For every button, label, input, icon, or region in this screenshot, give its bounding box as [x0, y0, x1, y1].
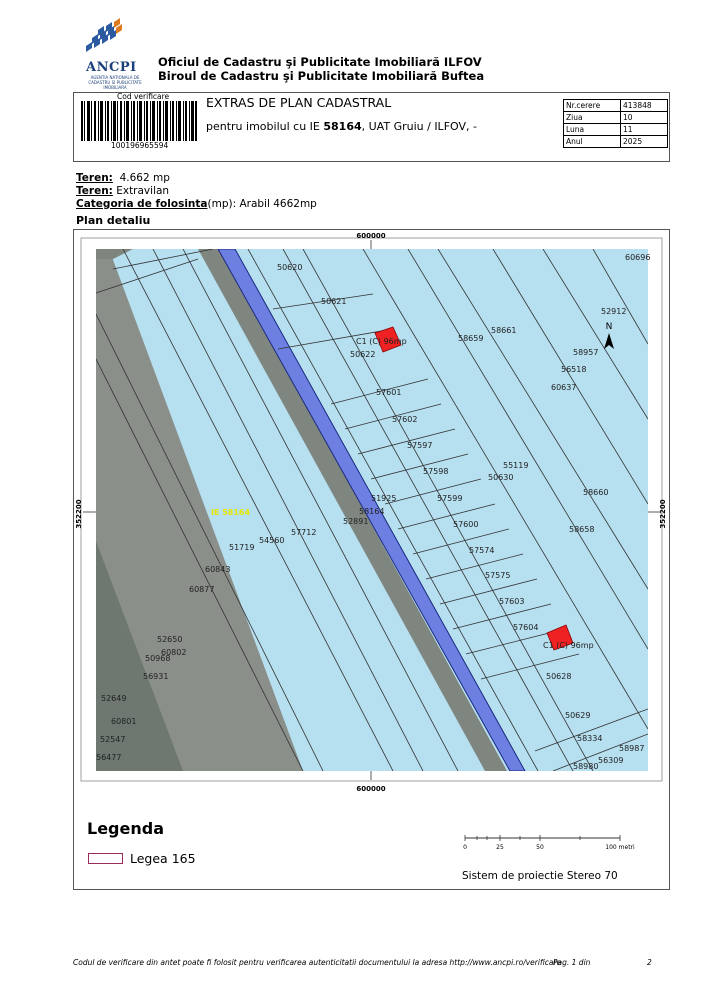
- parcel-label: 54560: [259, 536, 285, 545]
- page-total: 2: [647, 958, 652, 967]
- verification-code-label: Cod verificare: [117, 92, 170, 101]
- teren-category: [76, 198, 317, 210]
- parcel-label: 58661: [491, 326, 517, 335]
- parcel-label: 52547: [100, 735, 126, 744]
- table-row: [564, 136, 668, 148]
- parcel-label: 58334: [577, 734, 603, 743]
- parcel-label: C1 (C) 96mp: [356, 337, 407, 346]
- office-title: Oficiul de Cadastru şi Publicitate Imobiliară ILFOV: [158, 55, 482, 69]
- request-key: Nr.cerere: [564, 100, 621, 112]
- parcel-label: 58987: [619, 744, 645, 753]
- subtitle-prefix: pentru imobilul cu IE: [206, 120, 324, 133]
- cadastral-map: [73, 229, 670, 890]
- logo-name: ANCPI: [86, 60, 137, 75]
- scale-label: 25: [496, 844, 504, 851]
- parcel-label: 60802: [161, 648, 187, 657]
- coord-top: 600000: [356, 232, 386, 240]
- teren-type-label: Teren:: [76, 185, 113, 197]
- parcel-label: 60696: [625, 253, 651, 262]
- plan-title: Plan detaliu: [76, 214, 151, 227]
- parcel-label: 58660: [583, 488, 609, 497]
- parcel-label: 58164: [359, 507, 385, 516]
- barcode-number: 100196965594: [111, 141, 169, 150]
- logo-subtitle: AGENTIA NATIONALA DE CADASTRU SI PUBLICITATE IMOBILIARA: [88, 75, 142, 90]
- teren-category-label: Categoria de folosinta: [76, 198, 208, 210]
- request-value: 10: [621, 112, 668, 124]
- page-label: Pag. 1 din: [553, 958, 591, 967]
- table-row: [564, 124, 668, 136]
- request-value: 11: [621, 124, 668, 136]
- bureau-title: Biroul de Cadastru şi Publicitate Imobiliară Buftea: [158, 69, 485, 83]
- request-info-table: [563, 99, 668, 148]
- scale-bar: [460, 833, 635, 853]
- parcel-label: 60637: [551, 383, 577, 392]
- parcel-label: 56477: [96, 753, 122, 762]
- teren-area-value: 4.662 mp: [119, 172, 170, 184]
- parcel-label: 57604: [513, 623, 539, 632]
- north-label: N: [605, 322, 613, 332]
- parcel-label: 58957: [573, 348, 599, 357]
- parcel-label: 57575: [485, 571, 511, 580]
- parcel-label: 52912: [601, 307, 627, 316]
- scale-label: 50: [536, 844, 544, 851]
- parcel-label: 58659: [458, 334, 484, 343]
- parcel-label: 51719: [229, 543, 255, 552]
- parcel-label: 57597: [407, 441, 433, 450]
- parcel-label: 57601: [376, 388, 402, 397]
- teren-type-value: Extravilan: [116, 185, 170, 197]
- request-key: Anul: [564, 136, 621, 148]
- parcel-label: 50629: [565, 711, 591, 720]
- parcel-label: 51925: [371, 494, 397, 503]
- scale-label: 100 metri: [605, 844, 635, 851]
- parcel-label: C1 (C) 96mp: [543, 641, 594, 650]
- parcel-label: 55119: [503, 461, 529, 470]
- legend-item: Legea 165: [130, 851, 196, 866]
- parcel-label: 50968: [145, 654, 171, 663]
- subtitle-suffix: , UAT Gruiu / ILFOV, -: [361, 120, 477, 133]
- legend-title: Legenda: [87, 819, 164, 838]
- parcel-label: 57600: [453, 520, 479, 529]
- parcel-label: 57598: [423, 467, 449, 476]
- request-value: 2025: [621, 136, 668, 148]
- teren-category-value: (mp): Arabil 4662mp: [207, 198, 317, 210]
- parcel-label: 60877: [189, 585, 215, 594]
- parcel-label: 57712: [291, 528, 317, 537]
- request-key: Luna: [564, 124, 621, 136]
- parcel-label: 50620: [277, 263, 303, 272]
- highlight-label: IE 58164: [211, 508, 251, 517]
- coord-left: 352200: [75, 499, 83, 529]
- teren-area: [76, 172, 170, 184]
- parcel-label: 57603: [499, 597, 525, 606]
- coord-bottom: 600000: [356, 785, 386, 793]
- coord-right: 352200: [659, 499, 667, 529]
- parcel-label: 57574: [469, 546, 495, 555]
- ie-number: 58164: [323, 120, 362, 133]
- parcel-label: 52650: [157, 635, 183, 644]
- parcel-label: 60801: [111, 717, 137, 726]
- document-title: EXTRAS DE PLAN CADASTRAL: [206, 95, 392, 110]
- table-row: [564, 100, 668, 112]
- teren-type: [76, 185, 169, 197]
- projection-label: Sistem de proiectie Stereo 70: [462, 870, 618, 882]
- parcel-label: 58658: [569, 525, 595, 534]
- parcel-label: 60843: [205, 565, 231, 574]
- parcel-label: 56309: [598, 756, 624, 765]
- parcel-label: 52891: [343, 517, 369, 526]
- request-value: 413848: [621, 100, 668, 112]
- parcel-label: 50622: [350, 350, 376, 359]
- scale-label: 0: [463, 844, 467, 851]
- parcel-label: 52649: [101, 694, 127, 703]
- barcode-icon: [81, 101, 198, 141]
- parcel-label: 58980: [573, 762, 599, 771]
- parcel-label: 56518: [561, 365, 587, 374]
- document-subtitle: [206, 120, 477, 133]
- footer-note: Codul de verificare din antet poate fi folosit pentru verificarea autenticitatii documentului la adresa http://www.ancpi.ro/verificare: [73, 958, 562, 967]
- parcel-label: 57599: [437, 494, 463, 503]
- legend-swatch: [88, 853, 123, 864]
- parcel-label: 57602: [392, 415, 418, 424]
- table-row: [564, 112, 668, 124]
- parcel-label: 56931: [143, 672, 169, 681]
- parcel-label: 50621: [321, 297, 347, 306]
- teren-area-label: Teren:: [76, 172, 113, 184]
- parcel-label: 50630: [488, 473, 514, 482]
- parcel-label: 50628: [546, 672, 572, 681]
- request-key: Ziua: [564, 112, 621, 124]
